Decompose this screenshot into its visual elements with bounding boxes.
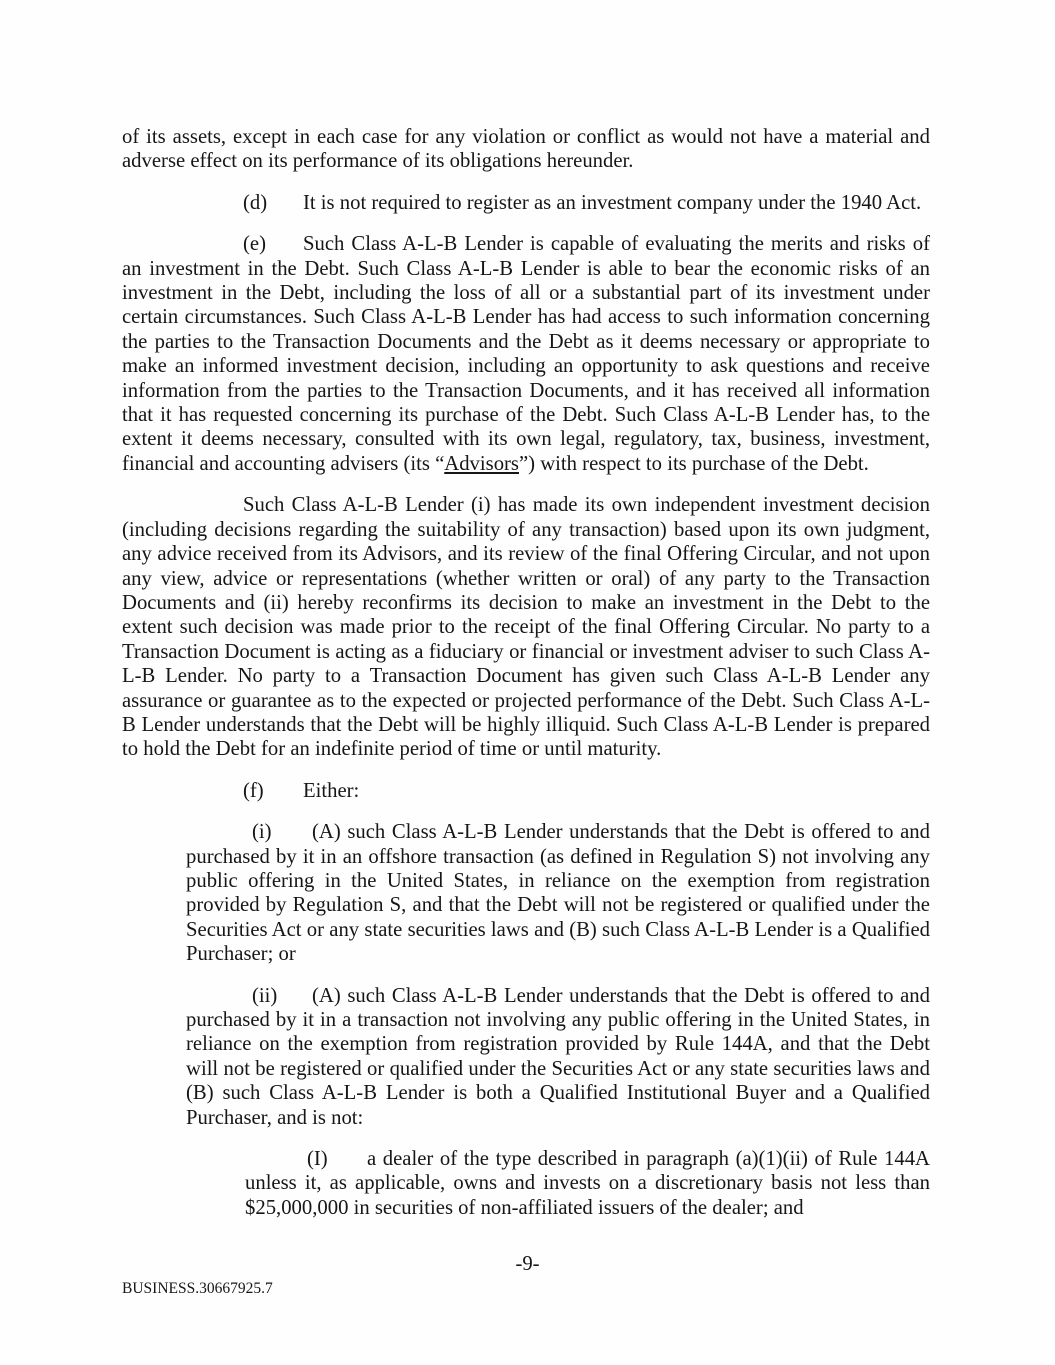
paragraph-label-d: (d) <box>243 191 268 214</box>
paragraph-independent-decision <box>122 493 930 761</box>
paragraph-text: Such Class A-L-B Lender is capable of evaluating the merits and risks of an investment in the Debt. Such Class A-L-B Lender is able to bear the economic risks of an investment in the Debt, including the loss of all or a substantial part of its investment under certain circumstances. Such Class A-L-B Lender has had access to such information concerning the parties to the Transaction Documents and the Debt as it deems necessary or appropriate to make an informed investment decision, including an opportunity to ask questions and receive information from the parties to the Transaction Documents, and it has received all information that it has requested concerning its purchase of the Debt. Such Class A-L-B Lender has, to the extent it deems necessary, consulted with its own legal, regulatory, tax, business, investment, financial and accounting advisers (its “ <box>122 233 930 475</box>
paragraph-d <box>122 191 930 215</box>
paragraph-f-i <box>186 820 930 966</box>
paragraph-text: Such Class A-L-B Lender (i) has made its own independent investment decision (including decisions regarding the suitability of any transaction) based upon its own judgment, any advice received from its Advisors, and its review of the final Offering Circular, and not upon any view, advice or representations (whether written or oral) of any party to the Transaction Documents and (ii) hereby reconfirms its decision to make an investment in the Debt to the extent such decision was made prior to the receipt of the final Offering Circular. No party to a Transaction Document is acting as a fiduciary or financial or investment adviser to such Class A-L-B Lender. No party to a Transaction Document has given such Class A-L-B Lender any assurance or guarantee as to the expected or projected performance of the Debt. Such Class A-L-B Lender understands that the Debt will be highly illiquid. Such Class A-L-B Lender is prepared to hold the Debt for an indefinite period of time or until maturity. <box>122 494 930 761</box>
paragraph-f-ii-I <box>245 1147 930 1220</box>
paragraph-label-f-ii-I: (I) <box>307 1148 328 1171</box>
paragraph-continuation <box>122 125 930 174</box>
paragraph-f-ii <box>186 984 930 1130</box>
paragraph-label-f-i: (i) <box>252 821 272 844</box>
document-body <box>122 125 930 1237</box>
paragraph-label-f-ii: (ii) <box>252 984 278 1007</box>
paragraph-text: ”) with respect to its purchase of the Debt. <box>518 452 869 475</box>
paragraph-text: a dealer of the type described in paragraph (a)(1)(ii) of Rule 144A unless it, as applicable, owns and invests on a discretionary basis not less than $25,000,000 in securities of non-affiliated issuers of the dealer; and <box>245 1148 930 1219</box>
paragraph-text: It is not required to register as an investment company under the 1940 Act. <box>303 191 922 214</box>
paragraph-e <box>122 232 930 476</box>
paragraph-text: of its assets, except in each case for any violation or conflict as would not have a material and adverse effect on its performance of its obligations hereunder. <box>122 126 930 173</box>
paragraph-text: Either: <box>303 779 360 802</box>
paragraph-label-f: (f) <box>243 779 264 802</box>
page-number: -9- <box>515 1253 540 1275</box>
defined-term-underlined: Advisors <box>444 452 519 475</box>
paragraph-text: (A) such Class A-L-B Lender understands that the Debt is offered to and purchased by it in a transaction not involving any public offering in the United States, in reliance on the exemption from registration provided by Rule 144A, and that the Debt will not be registered or qualified under the Securities Act or any state securities laws and (B) such Class A-L-B Lender is both a Qualified Institutional Buyer and a Qualified Purchaser, and is not: <box>186 984 930 1129</box>
paragraph-f <box>122 779 930 803</box>
paragraph-text: (A) such Class A-L-B Lender understands that the Debt is offered to and purchased by it in an offshore transaction (as defined in Regulation S) not involving any public offering in the United States, in reliance on the exemption from registration provided by Regulation S, and that the Debt will not be registered or qualified under the Securities Act or any state securities laws and (B) such Class A-L-B Lender is a Qualified Purchaser; or <box>186 821 930 966</box>
paragraph-label-e: (e) <box>243 233 266 256</box>
document-reference-footer: BUSINESS.30667925.7 <box>122 1280 273 1297</box>
